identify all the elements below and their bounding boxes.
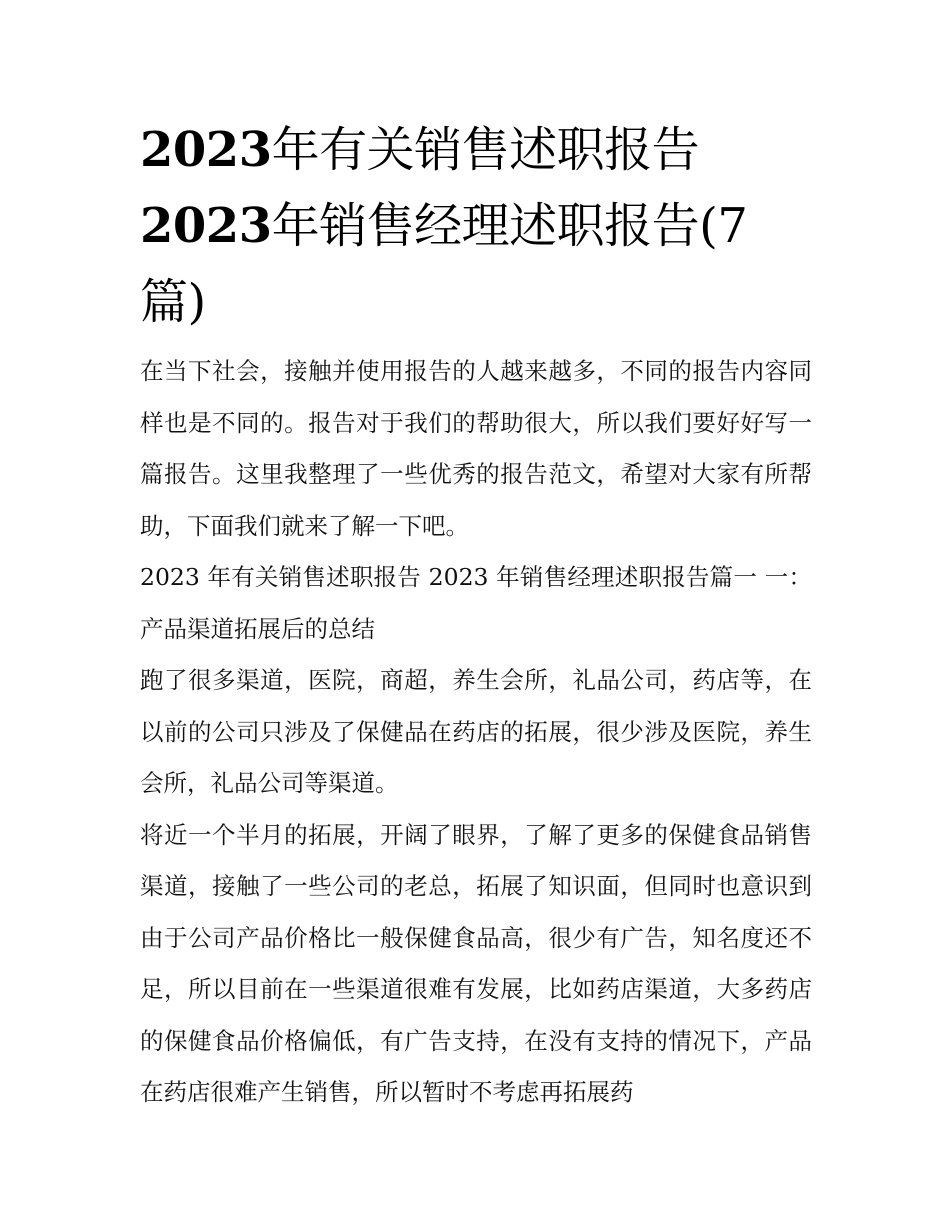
body-paragraph-1: 跑了很多渠道，医院，商超，养生会所，礼品公司，药店等，在以前的公司只涉及了保健品在药店的拓展，很少涉及医院，养生会所，礼品公司等渠道。 (140, 666, 812, 797)
document-page (140, 112, 812, 1119)
title-year-2: 2023 (140, 198, 272, 254)
title-text-1: 年有关销售述职报告 (271, 122, 700, 178)
title-year-1: 2023 (140, 122, 272, 178)
document-title (140, 112, 812, 340)
title-line-2 (140, 198, 747, 254)
document-body (140, 346, 812, 1119)
intro-paragraph: 在当下社会，接触并使用报告的人越来越多，不同的报告内容同样也是不同的。报告对于我们的帮助很大，所以我们要好好写一篇报告。这里我整理了一些优秀的报告范文，希望对大家有所帮助，下面我们就来了解一下吧。 (140, 357, 812, 540)
title-line-1 (140, 122, 699, 178)
section-heading: 2023 年有关销售述职报告 2023 年销售经理述职报告篇一 一：产品渠道拓展后的总结 (140, 563, 812, 643)
title-text-2: 年销售经理述职报告(7 (271, 198, 748, 254)
title-line-3: 篇) (140, 274, 206, 330)
body-paragraph-2: 将近一个半月的拓展，开阔了眼界，了解了更多的保健食品销售渠道，接触了一些公司的老总，拓展了知识面，但同时也意识到由于公司产品价格比一般保健食品高，很少有广告，知名度还不足，所以目前在一些渠道很难有发展，比如药店渠道，大多药店的保健食品价格偏低，有广告支持，在没有支持的情况下，产品在药店很难产生销售，所以暂时不考虑再拓展药 (140, 820, 812, 1106)
